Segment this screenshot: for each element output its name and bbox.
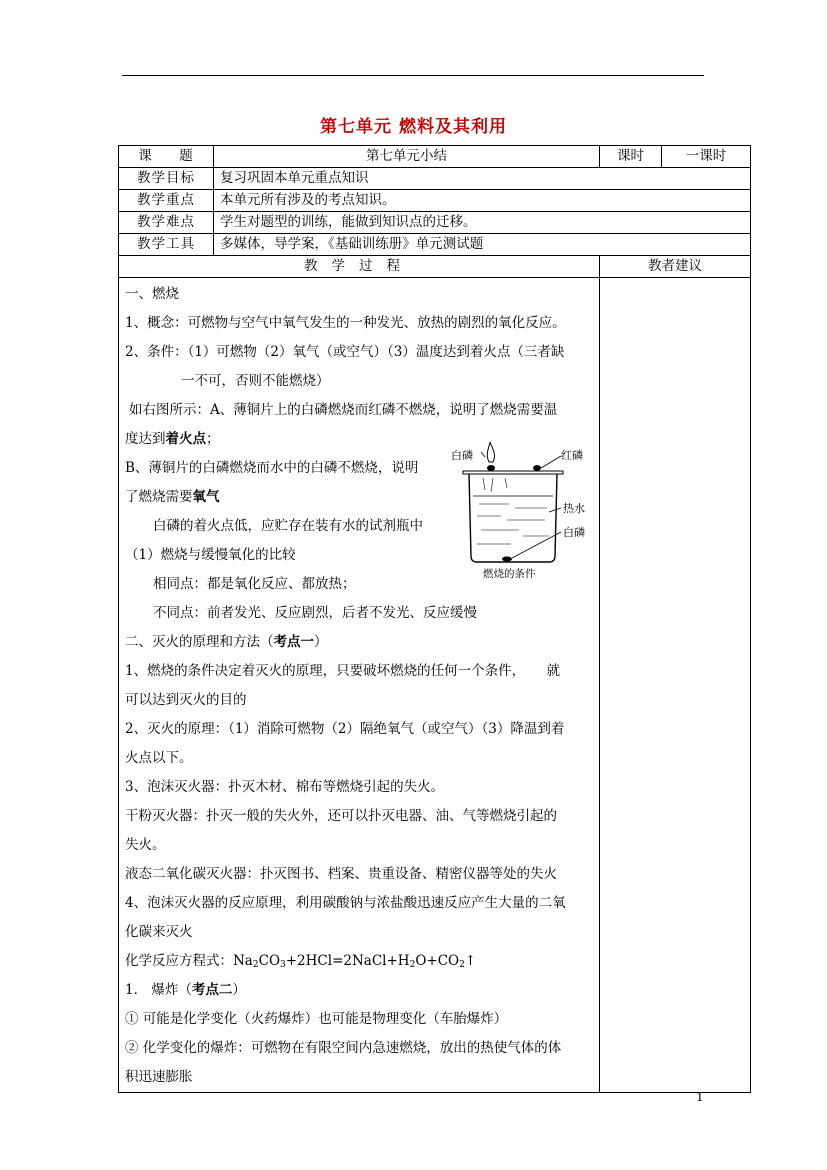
text-line: 失火。 [125, 837, 166, 853]
label-white-phosphorus: 白磷 [451, 449, 473, 462]
header-rule [122, 75, 704, 76]
text-line: 液态二氧化碳灭火器：扑灭图书、档案、贵重设备、精密仪器等处的失火 [125, 866, 557, 882]
topic-value: 第七单元小结 [214, 146, 600, 168]
text-line: ① 可能是化学变化（火药爆炸）也可能是物理变化（车胎爆炸） [125, 1011, 508, 1027]
text-line: B、薄铜片的白磷燃烧而水中的白磷不燃烧，说明 [125, 460, 419, 476]
tools-value: 多媒体，导学案，《基础训练册》单元测试题 [214, 234, 751, 256]
difficulty-label: 教学难点 [119, 212, 214, 234]
text-line: 白磷的着火点低，应贮存在装有水的试剂瓶中 [153, 518, 423, 534]
key-point-row [119, 190, 751, 212]
topic-row [119, 146, 751, 168]
page-number: 1 [696, 1090, 704, 1104]
text-line: 1、燃烧的条件决定着灭火的原理，只要破坏燃烧的任何一个条件， 就 [125, 663, 561, 679]
goal-row [119, 168, 751, 190]
process-row [119, 278, 751, 1093]
text-line: 了燃烧需要氧气 [125, 489, 220, 505]
text-line: 干粉灭火器：扑灭一般的失火外，还可以扑灭电器、油、气等燃烧引起的 [125, 808, 557, 824]
chemical-equation: 化学反应方程式：$Na_2CO_3+2HCl=2NaCl+H_2O+CO_2↑$ [125, 953, 477, 970]
process-header: 教学过程 [119, 256, 600, 278]
text-line: 4、泡沫灭火器的反应原理，利用碳酸钠与浓盐酸迅速反应产生大量的二氧 [125, 895, 566, 911]
text-line: 度达到着火点； [125, 431, 220, 447]
section-1-title: 一、燃烧 [125, 286, 179, 302]
text-line: 可以达到灭火的目的 [125, 692, 247, 708]
keyword-oxygen: 氧气 [192, 489, 220, 505]
figure-caption: 燃烧的条件 [483, 568, 536, 580]
advice-content [600, 278, 751, 1093]
label-white-phosphorus-water: 白磷 [563, 526, 585, 539]
tools-row [119, 234, 751, 256]
topic-label: 课 题 [119, 146, 214, 168]
text-line: 火点以下。 [125, 750, 193, 766]
difficulty-row [119, 212, 751, 234]
difficulty-value: 学生对题型的训练，能做到知识点的迁移。 [214, 212, 751, 234]
process-content [119, 278, 600, 1093]
hours-value: 一课时 [662, 146, 751, 168]
tools-label: 教学工具 [119, 234, 214, 256]
text-line: 3、泡沫灭火器：扑灭木材、棉布等燃烧引起的失火。 [125, 779, 445, 795]
goal-value: 复习巩固本单元重点知识 [214, 168, 751, 190]
text-line: 不同点：前者发光、反应剧烈，后者不发光、反应缓慢 [153, 605, 477, 621]
text-line: ② 化学变化的爆炸：可燃物在有限空间内急速燃烧，放出的热使气体的体 [125, 1040, 562, 1056]
text-line: 一不可，否则不能燃烧） [181, 373, 330, 389]
label-red-phosphorus: 红磷 [561, 449, 583, 462]
hours-label: 课时 [600, 146, 662, 168]
text-line: 如右图所示：A、薄铜片上的白磷燃烧而红磷不燃烧，说明了燃烧需要温 [129, 402, 558, 418]
text-line: 化碳来灭火 [125, 924, 193, 940]
goal-label: 教学目标 [119, 168, 214, 190]
page-title: 第七单元 燃料及其利用 [320, 117, 507, 137]
section-3-title: 1． 爆炸（考点二） [125, 982, 246, 998]
combustion-conditions-figure [449, 438, 600, 580]
advice-header: 教者建议 [600, 256, 751, 278]
lesson-plan-table [118, 145, 751, 1093]
keyword-ignition-point: 着火点 [165, 431, 206, 447]
label-hot-water: 热水 [563, 502, 585, 515]
text-line: 2、灭火的原理：（1）消除可燃物（2）隔绝氧气（或空气）（3）降温到着 [125, 721, 565, 737]
key-point-value: 本单元所有涉及的考点知识。 [214, 190, 751, 212]
text-line: 2、条件：（1）可燃物（2）氧气（或空气）（3）温度达到着火点（三者缺 [125, 344, 565, 360]
text-line: （1）燃烧与缓慢氧化的比较 [125, 547, 296, 563]
text-line: 相同点：都是氧化反应、都放热； [153, 576, 356, 592]
text-line: 积迅速膨胀 [125, 1069, 193, 1085]
process-header-row [119, 256, 751, 278]
text-line: 1、概念：可燃物与空气中氧气发生的一种发光、放热的剧烈的氧化反应。 [125, 315, 566, 331]
key-point-label: 教学重点 [119, 190, 214, 212]
section-2-title: 二、灭火的原理和方法（考点一） [125, 634, 328, 650]
